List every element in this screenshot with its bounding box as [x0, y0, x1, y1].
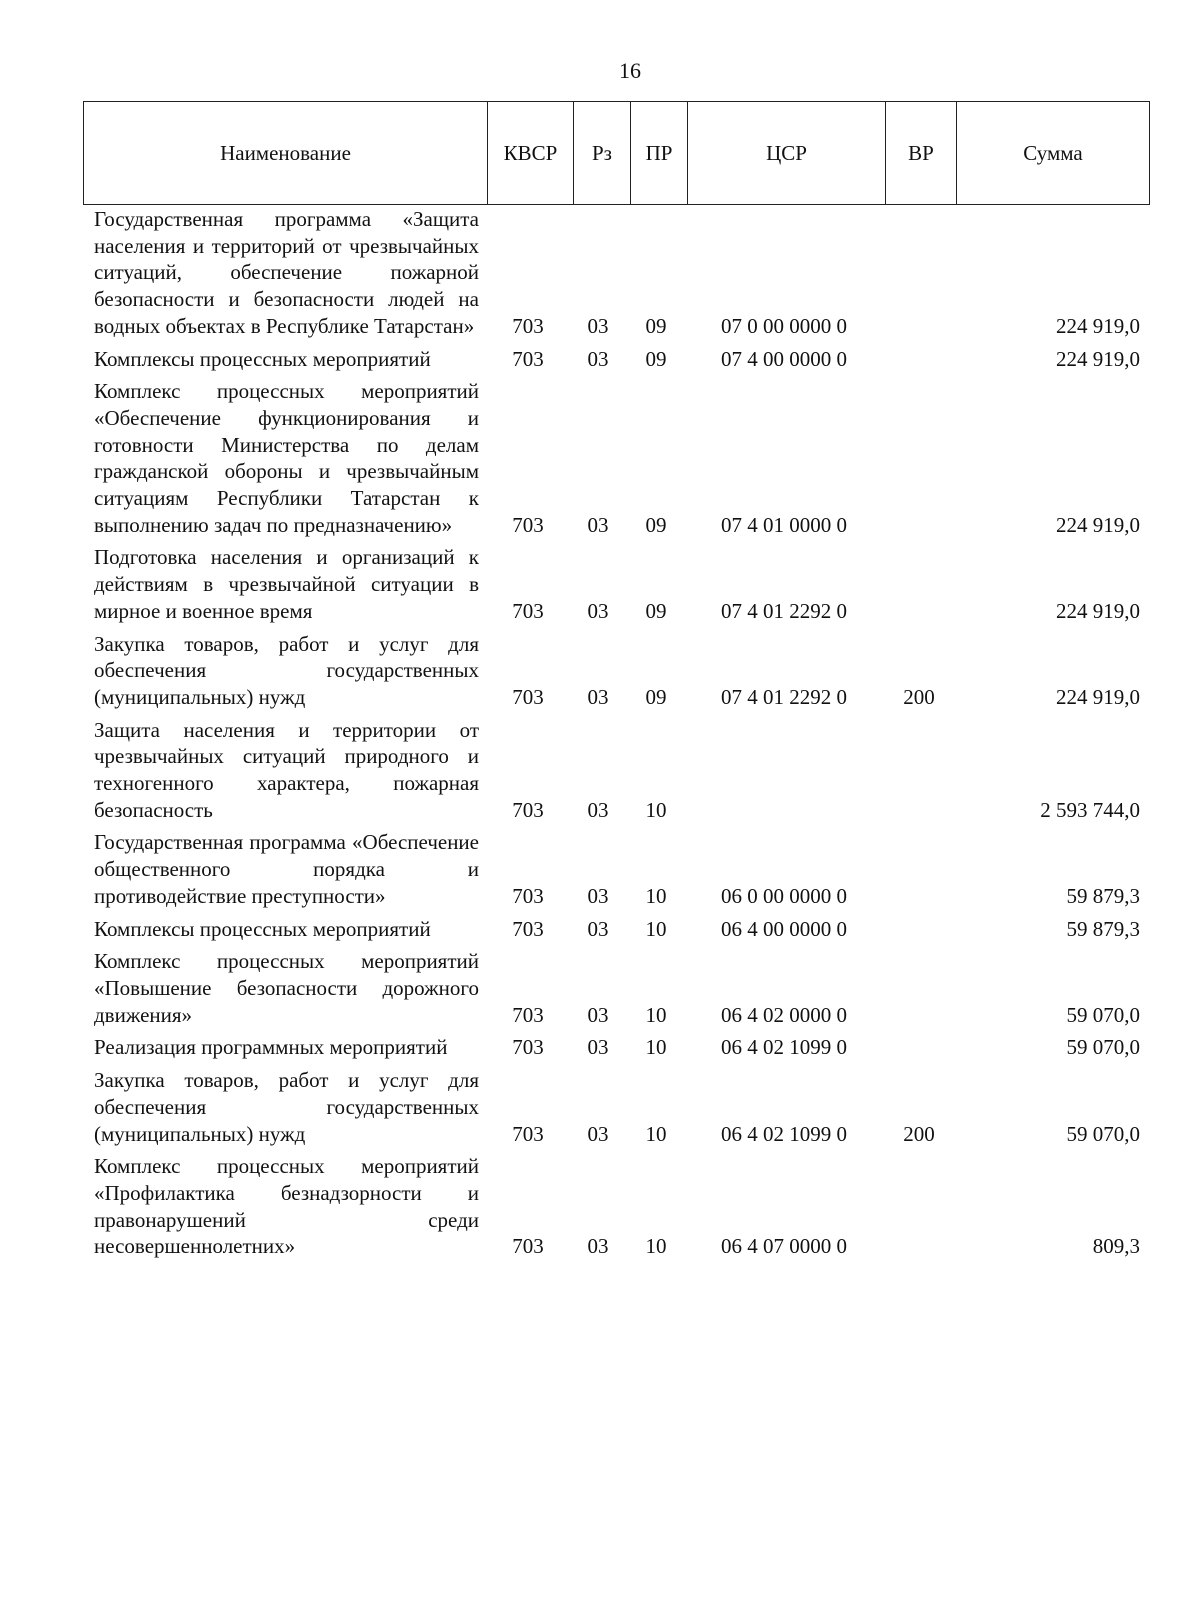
row-pr: 10	[645, 1035, 667, 1060]
row-csr: 06 4 07 0000 0	[721, 1234, 847, 1259]
row-rz: 03	[587, 916, 609, 941]
row-kvsr: 703	[512, 1121, 544, 1146]
row-name: Комплексы процессных мероприятий	[94, 916, 431, 941]
header-rz: Рз	[574, 102, 631, 205]
header-name: Наименование	[84, 102, 488, 205]
row-sum: 224 919,0	[1056, 512, 1140, 537]
row-vr: 200	[903, 684, 935, 709]
row-csr: 07 0 00 0000 0	[721, 313, 847, 338]
row-vr: 200	[903, 1121, 935, 1146]
table-row	[94, 916, 1154, 943]
row-rz: 03	[587, 313, 609, 338]
row-name: Защита населения и территории от чрезвычайных ситуаций природного и техногенного характера, пожарная безопасность	[94, 717, 479, 822]
row-kvsr: 703	[512, 1234, 544, 1259]
row-rz: 03	[587, 1234, 609, 1259]
table-row	[94, 631, 1154, 711]
row-pr: 09	[645, 684, 667, 709]
row-pr: 10	[645, 1002, 667, 1027]
row-pr: 09	[645, 313, 667, 338]
row-kvsr: 703	[512, 797, 544, 822]
row-name: Комплекс процессных мероприятий «Повышение безопасности дорожного движения»	[94, 949, 479, 1027]
row-kvsr: 703	[512, 346, 544, 371]
row-kvsr: 703	[512, 512, 544, 537]
row-rz: 03	[587, 512, 609, 537]
row-name: Закупка товаров, работ и услуг для обеспечения государственных (муниципальных) нужд	[94, 631, 479, 709]
row-kvsr: 703	[512, 883, 544, 908]
row-pr: 09	[645, 346, 667, 371]
row-pr: 10	[645, 797, 667, 822]
row-csr: 06 4 00 0000 0	[721, 916, 847, 941]
row-name: Реализация программных мероприятий	[94, 1035, 448, 1060]
table-row	[94, 717, 1154, 824]
header-pr: ПР	[631, 102, 688, 205]
header-vr: ВР	[886, 102, 957, 205]
row-kvsr: 703	[512, 684, 544, 709]
row-csr: 07 4 01 2292 0	[721, 598, 847, 623]
row-rz: 03	[587, 598, 609, 623]
header-sum: Сумма	[957, 102, 1150, 205]
row-sum: 59 070,0	[1066, 1035, 1140, 1060]
row-name: Комплекс процессных мероприятий «Обеспечение функционирования и готовности Министерства по делам гражданской обороны и чрезвычайным ситуациям Республики Татарстан к выполнению задач по предназначению»	[94, 379, 479, 537]
row-csr: 07 4 01 2292 0	[721, 684, 847, 709]
row-csr: 06 0 00 0000 0	[721, 883, 847, 908]
row-kvsr: 703	[512, 1002, 544, 1027]
table-row	[94, 1034, 1154, 1061]
row-rz: 03	[587, 797, 609, 822]
row-rz: 03	[587, 1035, 609, 1060]
row-name: Комплекс процессных мероприятий «Профилактика безнадзорности и правонарушений среди несовершеннолетних»	[94, 1154, 479, 1259]
row-csr: 06 4 02 1099 0	[721, 1035, 847, 1060]
row-pr: 09	[645, 598, 667, 623]
table-row	[94, 1153, 1154, 1260]
row-csr: 06 4 02 1099 0	[721, 1121, 847, 1146]
row-kvsr: 703	[512, 1035, 544, 1060]
table-row	[94, 948, 1154, 1028]
row-rz: 03	[587, 883, 609, 908]
row-pr: 10	[645, 883, 667, 908]
row-sum: 224 919,0	[1056, 313, 1140, 338]
row-sum: 224 919,0	[1056, 346, 1140, 371]
row-name: Комплексы процессных мероприятий	[94, 346, 431, 371]
row-sum: 59 070,0	[1066, 1121, 1140, 1146]
row-kvsr: 703	[512, 313, 544, 338]
row-name: Подготовка населения и организаций к действиям в чрезвычайной ситуации в мирное и военное время	[94, 545, 479, 623]
row-sum: 59 879,3	[1066, 916, 1140, 941]
row-csr: 06 4 02 0000 0	[721, 1002, 847, 1027]
page-number: 16	[619, 58, 641, 83]
row-sum: 224 919,0	[1056, 598, 1140, 623]
header-csr: ЦСР	[688, 102, 886, 205]
row-sum: 59 879,3	[1066, 883, 1140, 908]
row-pr: 09	[645, 512, 667, 537]
table-row	[94, 1067, 1154, 1147]
table-header	[83, 101, 1150, 205]
row-name: Закупка товаров, работ и услуг для обеспечения государственных (муниципальных) нужд	[94, 1068, 479, 1146]
table-row	[94, 206, 1154, 340]
row-rz: 03	[587, 346, 609, 371]
table-body	[94, 206, 1154, 1260]
row-sum: 224 919,0	[1056, 684, 1140, 709]
row-pr: 10	[645, 1121, 667, 1146]
header-kvsr: КВСР	[488, 102, 574, 205]
row-rz: 03	[587, 1121, 609, 1146]
row-csr: 07 4 01 0000 0	[721, 512, 847, 537]
row-kvsr: 703	[512, 916, 544, 941]
row-sum: 809,3	[1092, 1234, 1140, 1259]
row-rz: 03	[587, 1002, 609, 1027]
row-name: Государственная программа «Обеспечение общественного порядка и противодействие преступности»	[94, 830, 479, 908]
row-sum: 59 070,0	[1066, 1002, 1140, 1027]
table-row	[94, 378, 1154, 538]
table-row	[94, 346, 1154, 373]
row-rz: 03	[587, 684, 609, 709]
row-name: Государственная программа «Защита населения и территорий от чрезвычайных ситуаций, обеспечение пожарной безопасности и безопасности людей на водных объектах в Республике Татарстан»	[94, 207, 479, 338]
row-sum: 2 593 744,0	[1040, 797, 1140, 822]
row-pr: 10	[645, 916, 667, 941]
table-row	[94, 544, 1154, 624]
table-row	[94, 829, 1154, 909]
row-kvsr: 703	[512, 598, 544, 623]
row-csr: 07 4 00 0000 0	[721, 346, 847, 371]
row-pr: 10	[645, 1234, 667, 1259]
